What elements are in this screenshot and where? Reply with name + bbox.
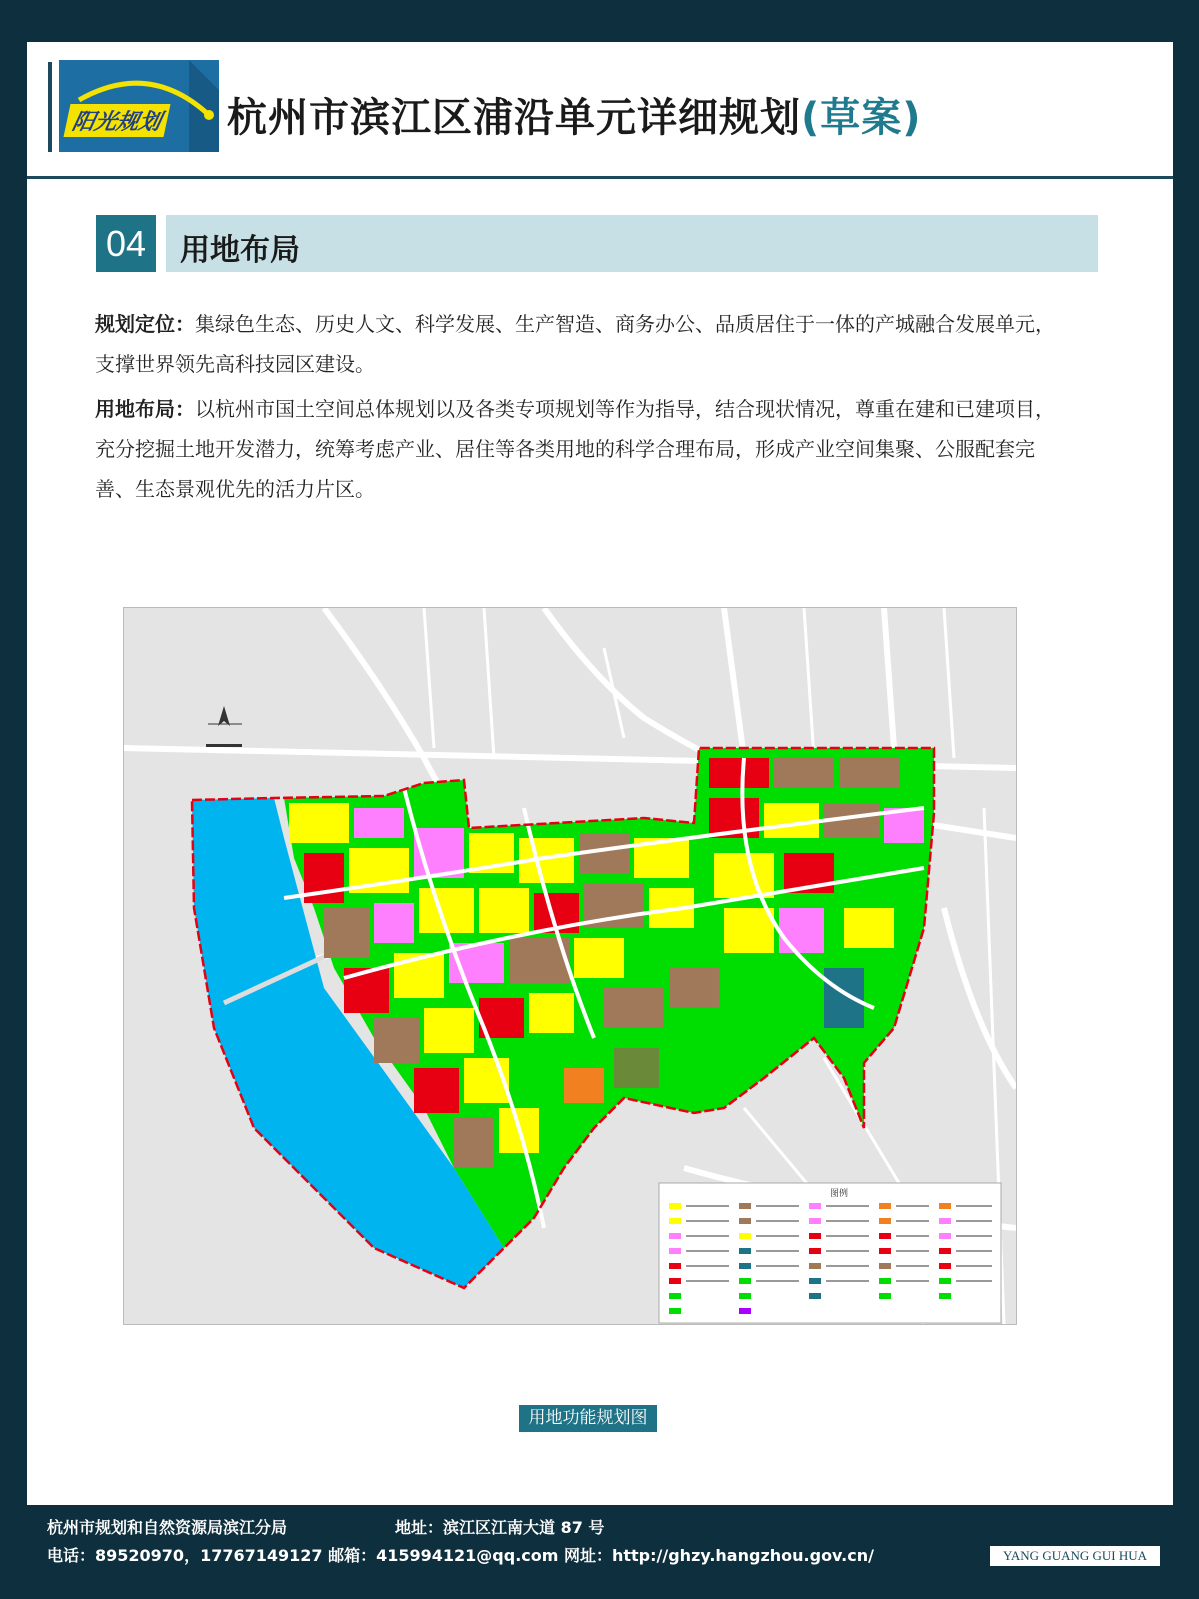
paragraph-positioning [95, 304, 1070, 384]
paragraph-text: 以杭州市国土空间总体规划以及各类专项规划等作为指导，结合现状情况，尊重在建和已建项目，充分挖掘土地开发潜力，统筹考虑产业、居住等各类用地的科学合理布局，形成产业空间集聚、公服配套完善、生态景观优先的活力片区。 [95, 397, 1055, 501]
paragraph-layout [95, 389, 1070, 509]
logo [59, 60, 219, 152]
legend-title: 图例 [830, 1189, 849, 1199]
map-legend [659, 1183, 1001, 1323]
map-graphic [124, 608, 1016, 1324]
footer-contact: 电话：89520970，17767149127 邮箱：415994121@qq.com 网址：http://ghzy.hangzhou.gov.cn/ [47, 1546, 874, 1565]
logo-text: 阳光规划 [63, 104, 170, 137]
title-main: 杭州市滨江区浦沿单元详细规划 [227, 95, 801, 141]
map-caption: 用地功能规划图 [519, 1405, 657, 1432]
land-use-map [123, 607, 1017, 1325]
paragraph-text: 集绿色生态、历史人文、科学发展、生产智造、商务办公、品质居住于一体的产城融合发展单元，支撑世界领先高科技园区建设。 [95, 312, 1055, 376]
header [27, 42, 1173, 179]
footer [0, 1505, 1199, 1599]
section-header [166, 215, 1098, 272]
paragraph-label: 规划定位： [95, 312, 195, 336]
footer-address: 地址：滨江区江南大道 87 号 [395, 1518, 605, 1537]
title-draft: (草案) [801, 95, 922, 141]
section-title: 用地布局 [180, 233, 300, 268]
page-sheet [27, 42, 1173, 1505]
section-number: 04 [96, 215, 156, 272]
footer-brand: YANG GUANG GUI HUA [990, 1546, 1160, 1566]
paragraph-label: 用地布局： [95, 397, 195, 421]
page-title [227, 86, 922, 143]
header-accent-line [48, 62, 52, 152]
footer-org: 杭州市规划和自然资源局滨江分局 [47, 1518, 288, 1537]
